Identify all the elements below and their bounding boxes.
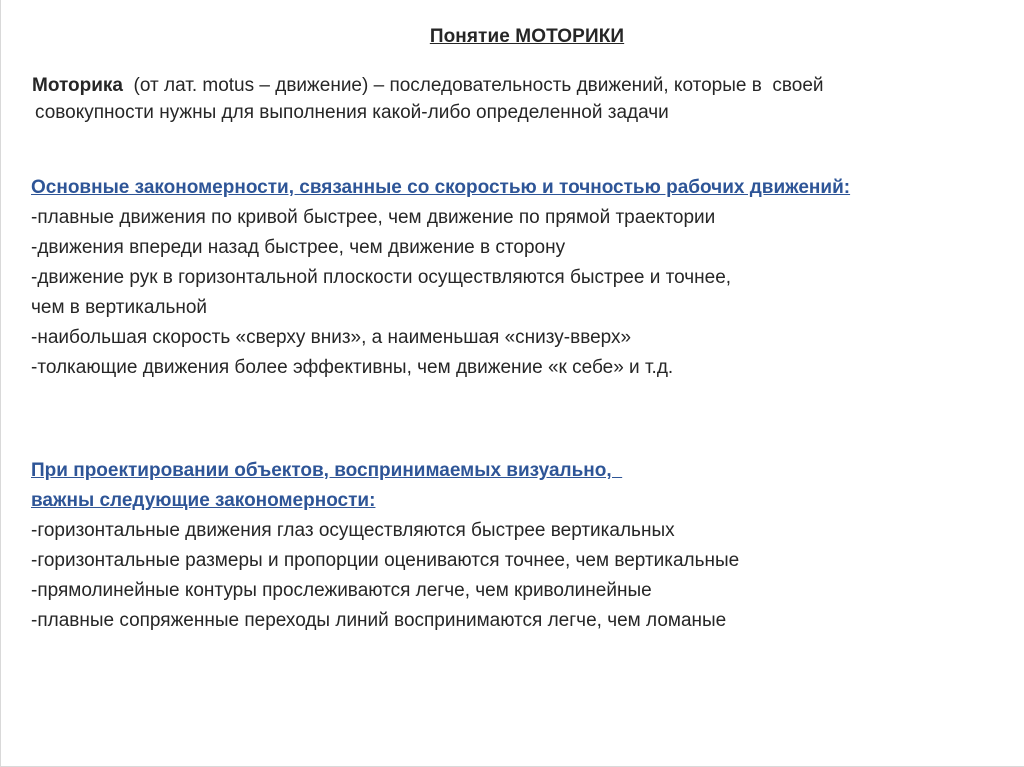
list-item: -плавные сопряженные переходы линий воспринимаются легче, чем ломаные xyxy=(31,610,727,631)
section-movement-patterns xyxy=(31,173,1006,383)
list-item: -движения впереди назад быстрее, чем движение в сторону xyxy=(31,237,566,258)
definition-text-line2: совокупности нужны для выполнения какой-либо определенной задачи xyxy=(35,102,669,123)
section2-heading-line1: При проектировании объектов, воспринимаемых визуально, xyxy=(31,460,623,481)
list-item: -горизонтальные движения глаз осуществляются быстрее вертикальных xyxy=(31,520,675,541)
section-visual-design-patterns xyxy=(31,456,1006,636)
definition-term: Моторика xyxy=(32,75,123,96)
section1-heading: Основные закономерности, связанные со скоростью и точностью рабочих движений: xyxy=(31,177,851,198)
slide-border-left xyxy=(0,0,1,767)
list-item: -движение рук в горизонтальной плоскости осуществляются быстрее и точнее, xyxy=(31,267,732,288)
list-item: -прямолинейные контуры прослеживаются легче, чем криволинейные xyxy=(31,580,652,601)
list-item: чем в вертикальной xyxy=(31,297,208,318)
list-item: -наибольшая скорость «сверху вниз», а наименьшая «снизу-вверх» xyxy=(31,327,632,348)
definition-text-line1: (от лат. motus – движение) – последовательность движений, которые в своей xyxy=(122,75,824,96)
definition-paragraph xyxy=(32,72,1007,126)
list-item: -плавные движения по кривой быстрее, чем движение по прямой траектории xyxy=(31,207,716,228)
list-item: -толкающие движения более эффективны, чем движение «к себе» и т.д. xyxy=(31,357,674,378)
slide-title: Понятие МОТОРИКИ xyxy=(429,26,625,47)
section2-heading-line2: важны следующие закономерности: xyxy=(31,490,376,511)
list-item: -горизонтальные размеры и пропорции оцениваются точнее, чем вертикальные xyxy=(31,550,740,571)
